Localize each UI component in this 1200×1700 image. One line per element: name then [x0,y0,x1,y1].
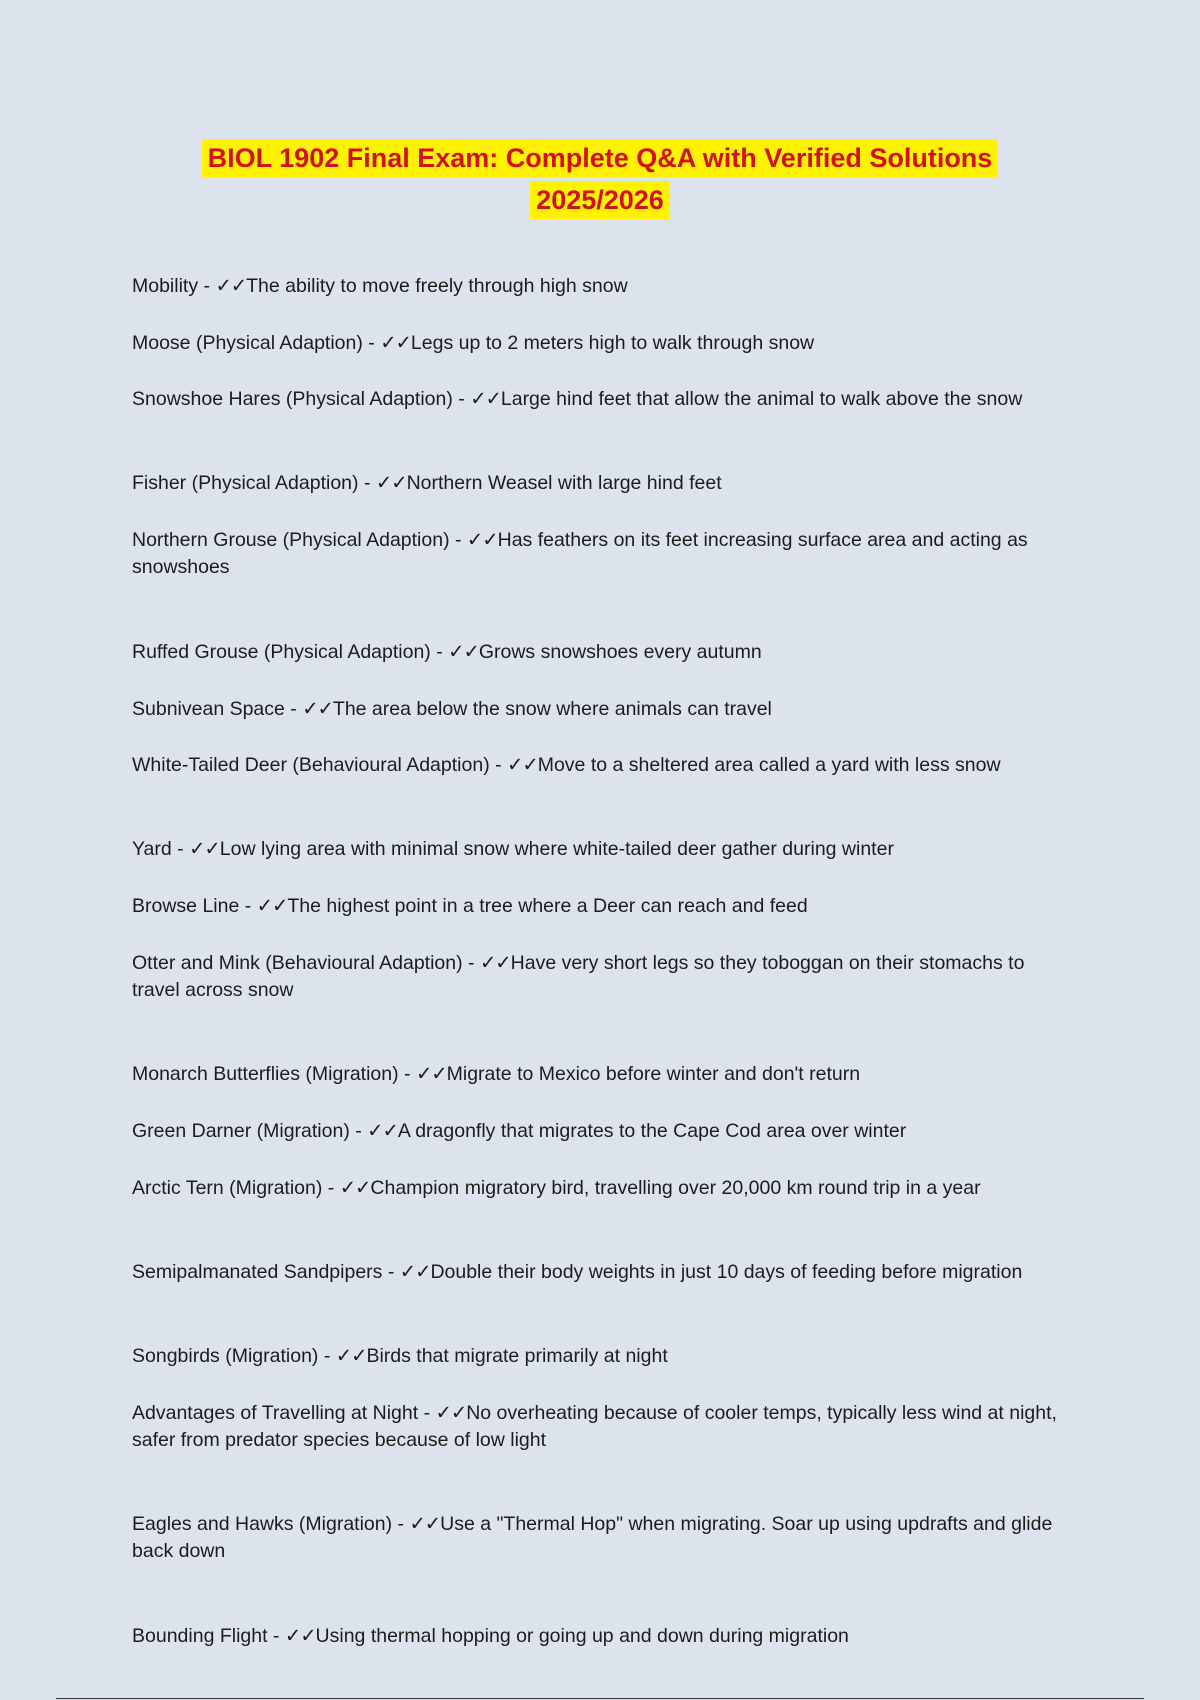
qa-separator: - [392,1513,410,1535]
qa-separator: - [362,332,381,354]
qa-entry [132,696,1072,723]
qa-entry [132,1511,1072,1565]
qa-entry [132,1343,1072,1370]
qa-answer: Use a "Thermal Hop" when migrating. Soar up using updrafts and glide back down [132,1513,1053,1562]
qa-entry [132,1175,1072,1202]
qa-separator: - [489,754,508,776]
qa-separator: - [349,1120,368,1142]
qa-separator: - [449,529,467,551]
qa-separator: - [452,388,471,410]
qa-separator: - [418,1402,436,1424]
double-check-icon: ✓✓ [189,838,220,860]
qa-term: Monarch Butterflies (Migration) [132,1063,399,1085]
document-title [0,137,1200,221]
double-check-icon: ✓✓ [507,754,538,776]
qa-entry [132,950,1072,1004]
double-check-icon: ✓✓ [466,529,498,551]
double-check-icon: ✓✓ [215,275,247,297]
title-line-2: 2025/2026 [530,181,670,219]
qa-term: Ruffed Grouse (Physical Adaption) [132,641,431,663]
double-check-icon: ✓✓ [367,1120,398,1142]
double-check-icon: ✓✓ [335,1345,367,1367]
double-check-icon: ✓✓ [470,388,501,410]
qa-answer: Have very short legs so they toboggan on their stomachs to travel across snow [132,952,1025,1001]
qa-term: Arctic Tern (Migration) [132,1177,323,1199]
double-check-icon: ✓✓ [339,1177,371,1199]
qa-separator: - [322,1177,340,1199]
qa-term: Fisher (Physical Adaption) [132,472,359,494]
qa-answer: Birds that migrate primarily at night [366,1345,668,1367]
double-check-icon: ✓✓ [435,1402,467,1424]
qa-term: Songbirds (Migration) [132,1345,319,1367]
qa-entry [132,1400,1072,1454]
qa-separator: - [430,641,449,663]
double-check-icon: ✓✓ [284,1625,316,1647]
qa-entry [132,330,1072,357]
title-line-1: BIOL 1902 Final Exam: Complete Q&A with Verified Solutions [202,139,999,177]
qa-entry [132,893,1072,920]
qa-entry [132,836,1072,863]
double-check-icon: ✓✓ [409,1513,441,1535]
qa-entry [132,639,1072,666]
double-check-icon: ✓✓ [256,895,288,917]
qa-separator: - [171,838,190,860]
qa-term: Advantages of Travelling at Night [132,1402,419,1424]
qa-answer: Large hind feet that allow the animal to walk above the snow [500,388,1023,410]
qa-answer: Move to a sheltered area called a yard with less snow [537,754,1001,776]
qa-term: Yard [132,838,172,860]
qa-entry [132,527,1072,581]
qa-entry [132,386,1072,413]
double-check-icon: ✓✓ [479,952,511,974]
qa-separator: - [398,1063,416,1085]
qa-term: Green Darner (Migration) [132,1120,350,1142]
double-check-icon: ✓✓ [375,472,407,494]
qa-answer: Has feathers on its feet increasing surface area and acting as snowshoes [132,529,1028,578]
qa-separator: - [318,1345,336,1367]
qa-term: Mobility [132,275,199,297]
qa-answer: Champion migratory bird, travelling over 20,000 km round trip in a year [370,1177,981,1199]
qa-entry [132,1118,1072,1145]
double-check-icon: ✓✓ [302,698,333,720]
qa-term: White-Tailed Deer (Behavioural Adaption) [132,754,490,776]
qa-separator: - [239,895,257,917]
qa-answer: Low lying area with minimal snow where white-tailed deer gather during winter [219,838,894,860]
qa-entry [132,752,1072,779]
qa-separator: - [198,275,216,297]
qa-separator: - [462,952,480,974]
qa-separator: - [284,698,303,720]
qa-term: Snowshoe Hares (Physical Adaption) [132,388,453,410]
qa-entry [132,1061,1072,1088]
qa-answer: A dragonfly that migrates to the Cape Cod area over winter [397,1120,907,1142]
double-check-icon: ✓✓ [415,1063,447,1085]
qa-entry [132,273,1072,300]
qa-separator: - [267,1625,285,1647]
qa-answer: Double their body weights in just 10 days of feeding before migration [430,1261,1023,1283]
qa-answer: Grows snowshoes every autumn [478,641,762,663]
qa-term: Bounding Flight [132,1625,268,1647]
qa-answer: The area below the snow where animals can travel [332,698,772,720]
qa-term: Otter and Mink (Behavioural Adaption) [132,952,463,974]
qa-entry [132,470,1072,497]
qa-entry [132,1259,1072,1286]
qa-separator: - [382,1261,400,1283]
qa-answer: The ability to move freely through high snow [246,275,628,297]
qa-term: Semipalmanated Sandpipers [132,1261,383,1283]
qa-term: Moose (Physical Adaption) [132,332,363,354]
qa-answer: The highest point in a tree where a Deer can reach and feed [287,895,808,917]
qa-answer: No overheating because of cooler temps, typically less wind at night, safer from predator species because of low light [132,1402,1057,1451]
qa-term: Browse Line [132,895,240,917]
qa-separator: - [358,472,376,494]
double-check-icon: ✓✓ [448,641,479,663]
qa-answer: Northern Weasel with large hind feet [406,472,722,494]
qa-answer: Using thermal hopping or going up and down during migration [315,1625,849,1647]
qa-term: Eagles and Hawks (Migration) [132,1513,393,1535]
qa-entry [132,1623,1072,1650]
double-check-icon: ✓✓ [380,332,411,354]
qa-answer: Legs up to 2 meters high to walk through snow [410,332,815,354]
double-check-icon: ✓✓ [399,1261,431,1283]
qa-term: Subnivean Space [132,698,285,720]
qa-term: Northern Grouse (Physical Adaption) [132,529,450,551]
page-bottom-rule [56,1698,1144,1699]
qa-answer: Migrate to Mexico before winter and don't return [446,1063,861,1085]
